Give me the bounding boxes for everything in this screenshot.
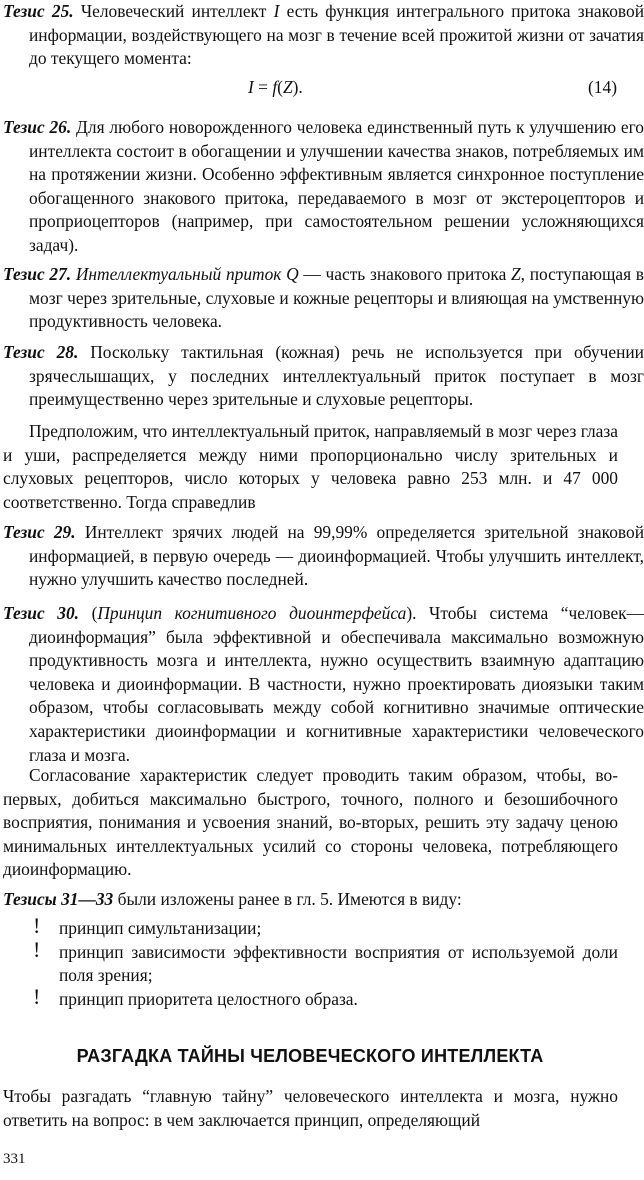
thesis-25-variable: I: [273, 1, 280, 21]
thesis-29: [3, 521, 644, 592]
list-item-text: принцип симультанизации;: [59, 918, 262, 938]
formula-number: (14): [588, 77, 617, 97]
thesis-30-text-a: (: [78, 603, 98, 623]
formula-function: f: [272, 77, 278, 97]
thesis-26-text: Для любого новорожденного человека единственный путь к улучшению его интеллекта состоит в обогащении и улучшении качества знаков, потребляемых им на протяжении жизни. Особенно эффективным является синхронное поступление обогащенного знакового притока, передаваемого в мозг от экстероцепторов и проприоцепторов (например, при самостоятельном решении усложняющихся задач).: [29, 117, 644, 255]
thesis-29-text: Интеллект зрячих людей на 99,99% определяется зрительной знаковой информацией, в первую очередь — диоинформацией. Чтобы улучшить интеллект, нужно улучшить качество последней.: [29, 522, 644, 590]
thesis-30-italic: Принцип когнитивного диоинтерфейса: [97, 603, 407, 623]
thesis-30-text-b: ). Чтобы система “человек—диоинформация” была эффективной и обеспечивала максимально возможную продуктивность мозга и интеллекта, нужно осуществить взаимную адаптацию человека и диоинформации. В частности, нужно проектировать диоязыки таким образом, чтобы согласовывать между собой когнитивно значимые оптические характеристики диоинформации и когнитивные характеристики человеческого глаза и мозга.: [29, 603, 644, 765]
formula-equals: =: [253, 77, 273, 97]
list-item-text: принцип зависимости эффективности восприятия от используемой доли поля зрения;: [59, 941, 618, 986]
formula-open-paren: (: [277, 77, 283, 97]
thesis-28: [3, 341, 644, 412]
thesis-26-label: Тезис 26.: [3, 117, 72, 137]
thesis-27-text-b: , поступающая в мозг через зрительные, слуховые и кожные рецепторы и влияющая на умственную продуктивность человека.: [29, 264, 644, 332]
thesis-28-text: Поскольку тактильная (кожная) речь не используется при обучении зрячеслышащих, у последних интеллектуальный приток поступает в мозг преимущественно через зрительные и слуховые рецепторы.: [29, 342, 644, 410]
formula-lhs: I: [248, 77, 254, 97]
formula-close-paren: ).: [292, 77, 303, 97]
paragraph-coordination: Согласование характеристик следует проводить таким образом, чтобы, во-первых, добиться максимально быстрого, точного, полного и безошибочного восприятия, понимания и усвоения знаний, во-вторых, решить эту задачу ценою минимальных интеллектуальных усилий со стороны человека, потребляющего диоинформацию.: [3, 765, 618, 880]
thesis-27-text-a: — часть знакового притока: [298, 264, 511, 284]
thesis-30-label: Тезис 30.: [3, 603, 79, 623]
page-number: 331: [3, 1151, 26, 1167]
theses-31-33: [3, 888, 618, 912]
paragraph-riddle: Чтобы разгадать “главную тайну” человеческого интеллекта и мозга, нужно ответить на вопрос: в чем заключается принцип, определяющий: [3, 1086, 618, 1130]
formula-argument: Z: [282, 77, 293, 97]
formula-14: [0, 76, 620, 100]
thesis-29-label: Тезис 29.: [3, 522, 76, 542]
thesis-30: [3, 602, 644, 767]
thesis-25-text-b: есть функция интегрального притока знаковой информации, воздействующего на мозг в течение всей прожитой жизни от зачатия до текущего момента:: [29, 1, 644, 69]
thesis-25-text-a: Человеческий интеллект: [73, 1, 274, 21]
list-item-text: принцип приоритета целостного образа.: [59, 988, 358, 1009]
exclamation-icon: !: [33, 983, 41, 1009]
thesis-27-variable: Z: [511, 264, 521, 284]
theses-31-33-label: Тезисы 31—33: [3, 889, 114, 909]
formula-expression: [248, 76, 303, 100]
thesis-26: [3, 116, 644, 258]
thesis-27-label: Тезис 27.: [3, 264, 72, 284]
exclamation-icon: !: [33, 936, 41, 962]
list-item: [3, 983, 618, 1012]
thesis-28-label: Тезис 28.: [3, 342, 79, 362]
thesis-25-label: Тезис 25.: [3, 1, 74, 21]
thesis-25: [3, 0, 644, 71]
exclamation-icon: !: [33, 913, 41, 938]
principles-list: [3, 913, 618, 1011]
list-item: [3, 936, 618, 988]
thesis-27: [3, 263, 644, 334]
paragraph-assumption: Предположим, что интеллектуальный приток, направляемый в мозг через глаза и уши, распределяется между ними пропорционально числу зрительных и слуховых рецепторов, число которых у человека равно 253 млн. и 47 000 соответственно. Тогда справедлив: [3, 421, 618, 512]
list-item: [3, 913, 618, 941]
section-heading: РАЗГАДКА ТАЙНЫ ЧЕЛОВЕЧЕСКОГО ИНТЕЛЛЕКТА: [76, 1046, 544, 1066]
theses-31-33-text: были изложены ранее в гл. 5. Имеются в виду:: [113, 889, 462, 909]
thesis-27-italic: Интеллектуальный приток Q: [71, 264, 299, 284]
